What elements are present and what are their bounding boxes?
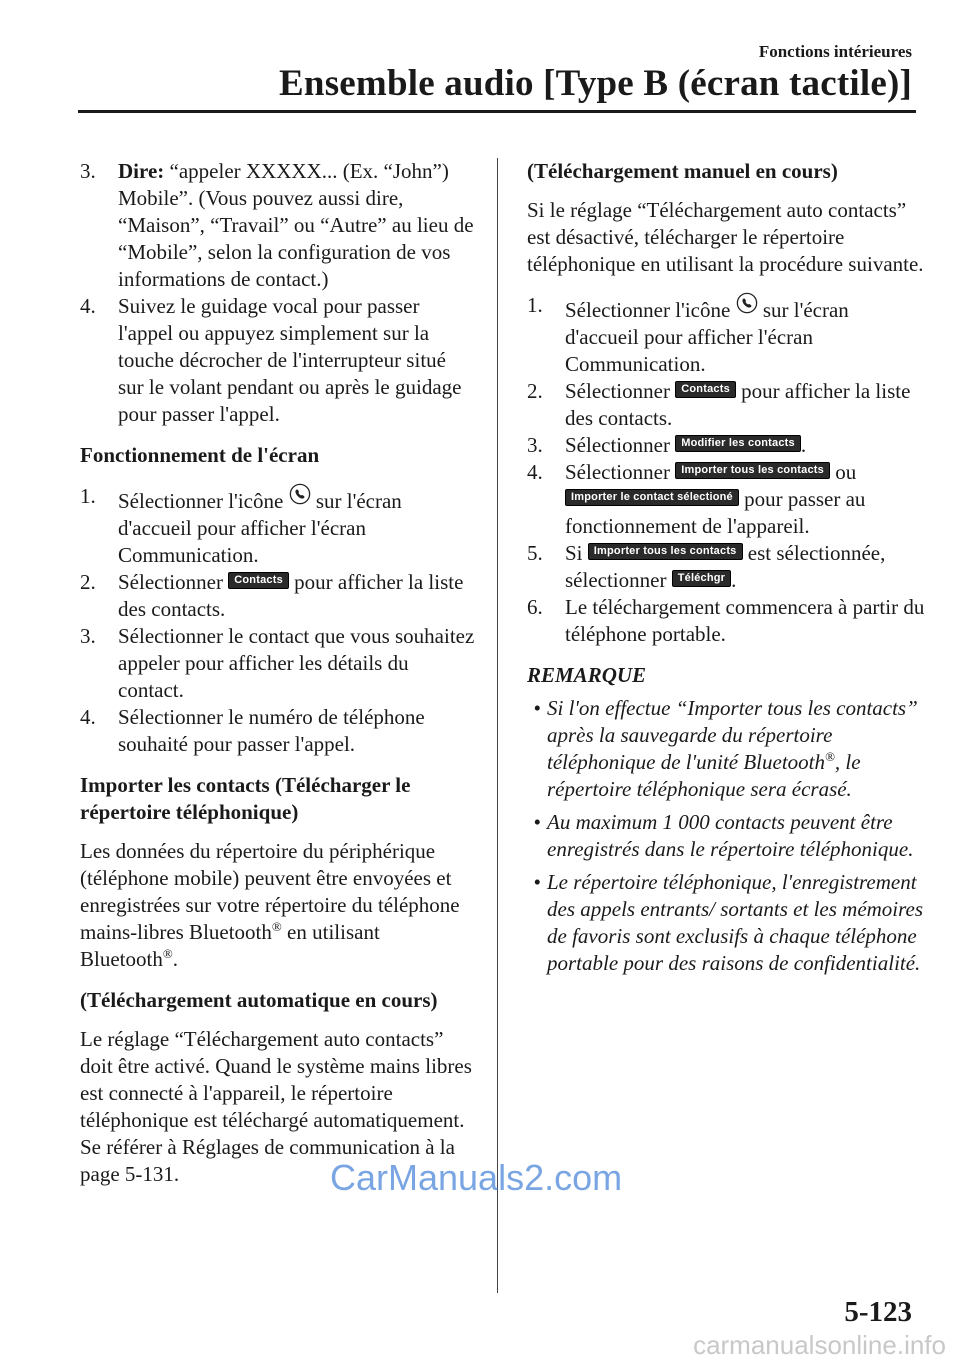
page-title: Ensemble audio [Type B (écran tactile)] (279, 63, 912, 104)
header-rule (78, 110, 916, 113)
step-3-dire: 3. Dire: “appeler XXXXX... (Ex. “John”) Mobile”. (Vous pouvez aussi dire, “Maison”, “Travail” ou “Autre” au lieu de “Mobile”, selon la configuration de vos informations de contact.) (80, 159, 474, 291)
manuel-step-3: 3. Sélectionner Modifier les contacts . (527, 433, 807, 457)
manuel-step-5: 5. Si Importer tous les contacts est sélectionnée, sélectionner Téléchgr . (527, 541, 886, 592)
remarque-heading: REMARQUE (527, 663, 647, 687)
manuel-step-2: 2. Sélectionner Contacts pour afficher la liste des contacts. (527, 379, 911, 430)
download-button[interactable]: Téléchgr (672, 570, 731, 587)
manuel-step-4: 4. Sélectionner Importer tous les contacts ou Importer le contact sélectioné pour passer au fonctionnement de l'appareil. (527, 460, 866, 538)
heading-ecran: Fonctionnement de l'écran (80, 443, 320, 467)
import-selected-contact-button[interactable]: Importer le contact sélectioné (565, 489, 739, 506)
ecran-step-1: 1. Sélectionner l'icône sur l'écran d'accueil pour afficher l'écran Communication. (80, 484, 402, 567)
reference-paragraph: Se référer à Réglages de communication à la page 5-131. (80, 1135, 455, 1186)
column-divider (497, 158, 498, 1293)
ecran-step-3: 3. Sélectionner le contact que vous souhaitez appeler pour afficher les détails du contact. (80, 624, 475, 702)
heading-auto: (Téléchargement automatique en cours) (80, 988, 438, 1012)
section-label: Fonctions intérieures (758, 42, 912, 61)
phone-icon (289, 483, 311, 505)
heading-manuel: (Téléchargement manuel en cours) (527, 159, 838, 183)
ecran-step-4: 4. Sélectionner le numéro de téléphone souhaité pour passer l'appel. (80, 705, 425, 756)
ecran-step-2: 2. Sélectionner Contacts pour afficher la liste des contacts. (80, 570, 464, 621)
modify-contacts-button[interactable]: Modifier les contacts (675, 435, 801, 452)
note-1: • Si l'on effectue “Importer tous les contacts” après la sauvegarde du répertoire téléphonique de l'unité Bluetooth®, le répertoire téléphonique sera écrasé. (533, 696, 918, 801)
dire-label: Dire: (118, 159, 165, 183)
manuel-paragraph: Si le réglage “Téléchargement auto contacts” est désactivé, télécharger le répertoire téléphonique en utilisant la procédure suivante. (527, 198, 924, 276)
manuel-step-1: 1. Sélectionner l'icône sur l'écran d'accueil pour afficher l'écran Communication. (527, 293, 849, 376)
note-2: • Au maximum 1 000 contacts peuvent être enregistrés dans le répertoire téléphonique. (533, 810, 914, 861)
import-all-contacts-button[interactable]: Importer tous les contacts (588, 543, 743, 560)
right-column (527, 158, 927, 977)
import-paragraph: Les données du répertoire du périphérique (téléphone mobile) peuvent être envoyées et enregistrées sur votre répertoire du téléphone mains-libres Bluetooth® en utilisant Bluetooth®. (80, 839, 460, 971)
left-column (80, 158, 475, 1188)
watermark-logo: CarManuals2.com (330, 1157, 623, 1198)
heading-import: Importer les contacts (Télécharger le répertoire téléphonique) (80, 773, 411, 824)
page-number: 5-123 (844, 1296, 912, 1328)
watermark-url: carmanualsonline.info (693, 1330, 946, 1360)
contacts-button[interactable]: Contacts (228, 572, 289, 589)
auto-paragraph: Le réglage “Téléchargement auto contacts” doit être activé. Quand le système mains libres est connecté à l'appareil, le répertoire téléphonique est téléchargé automatiquement. (80, 1027, 472, 1132)
import-all-contacts-button[interactable]: Importer tous les contacts (675, 462, 830, 479)
phone-icon (736, 292, 758, 314)
note-3: • Le répertoire téléphonique, l'enregistrement des appels entrants/ sortants et les mémoires de favoris sont exclusifs à chaque téléphone portable pour des raisons de confidentialité. (533, 870, 924, 975)
contacts-button[interactable]: Contacts (675, 381, 736, 398)
step-4-guidage: 4. Suivez le guidage vocal pour passer l'appel ou appuyez simplement sur la touche décrocher de l'interrupteur situé sur le volant pendant ou après le guidage pour passer l'appel. (80, 294, 462, 426)
manuel-step-6: 6. Le téléchargement commencera à partir du téléphone portable. (527, 595, 925, 646)
